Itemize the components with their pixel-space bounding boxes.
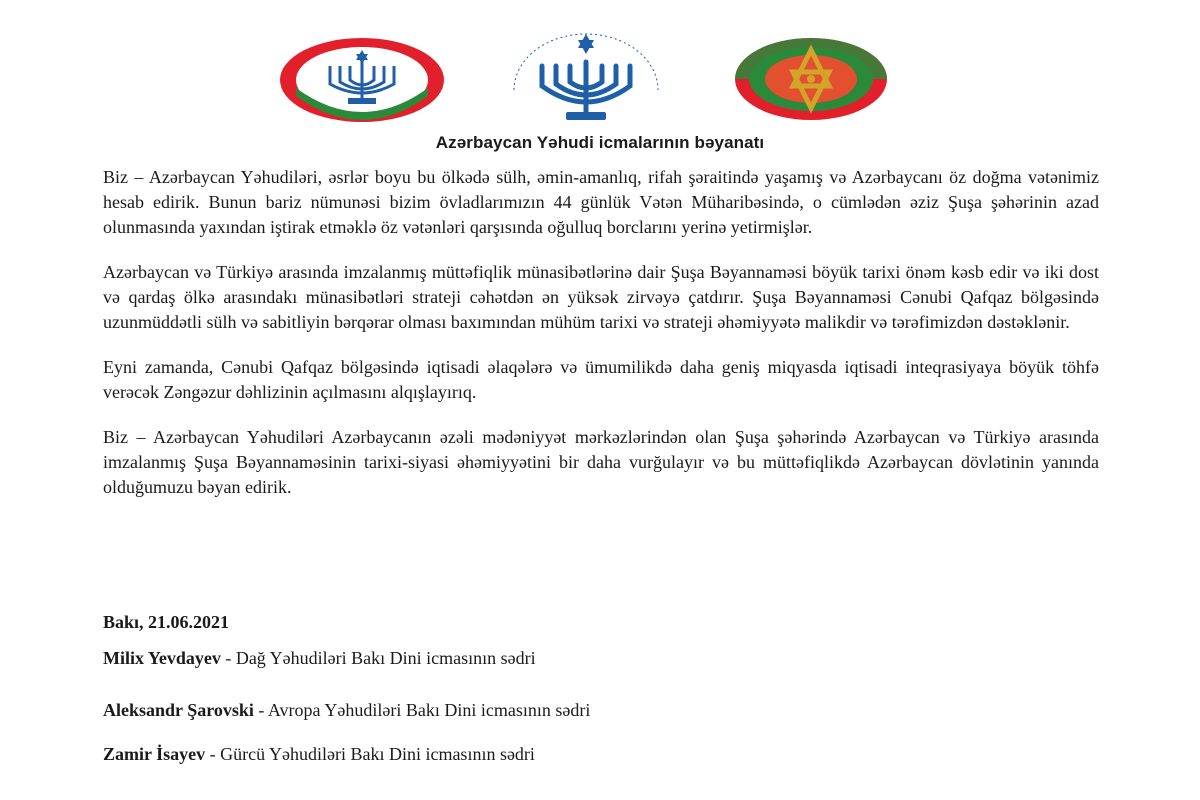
signature-line (103, 700, 590, 721)
community-logo-menorah-blue (500, 30, 672, 126)
signature-line (103, 744, 535, 765)
signatory-role: - Dağ Yəhudiləri Bakı Dini icmasının sədri (220, 648, 536, 668)
statement-title: Azərbaycan Yəhudi icmalarının bəyanatı (435, 133, 765, 152)
community-logo-menorah-red (278, 36, 446, 124)
paragraph: Azərbaycan və Türkiyə arasında imzalanmış müttəfiqlik münasibətlərinə dair Şuşa Bəyannaməsi böyük tarixi önəm kəsb edir və iki dost və qardaş ölkə arasındakı münasibətləri strateji cəhətdən ən yüksək zirvəyə çatdırır. Şuşa Bəyannaməsi Cənubi Qafqaz bölgəsində uzunmüddətli sülh və sabitliyin bərqərar olması baxımından mühüm tarixi və strateji əhəmiyyətə malikdir və tərəfimizdən dəstəklənir. (103, 262, 1099, 332)
paragraph: Biz – Azərbaycan Yəhudiləri Azərbaycanın əzəli mədəniyyət mərkəzlərindən olan Şuşa şəhərində Azərbaycan və Türkiyə arasında imzalanmış Şuşa Bəyannaməsinin tarixi-siyasi əhəmiyyətini bir daha vurğulayır və bu müttəfiqlikdə Azərbaycan dövlətinin yanında olduğumuzu bəyan edirik. (103, 427, 1099, 497)
signatory-role: - Gürcü Yəhudiləri Bakı Dini icmasının sədri (205, 744, 535, 764)
signatory-name: Aleksandr Şarovski (103, 700, 254, 720)
statement-body (103, 165, 1099, 520)
signature-line (103, 648, 536, 669)
signatory-name: Zamir İsayev (103, 744, 206, 764)
paragraph: Biz – Azərbaycan Yəhudiləri, əsrlər boyu bu ölkədə sülh, əmin-amanlıq, rifah şəraitində yaşamış və Azərbaycanı öz doğma vətənimiz hesab edirik. Bunun bariz nümunəsi bizim övladlarımızın 44 günlük Vətən Müharibəsində, o cümlədən əziz Şuşa şəhərinin azad olunmasında yaxından iştirak etməklə öz vətənləri qarşısında oğulluq borclarını yerinə yetirmişlər. (103, 167, 1099, 237)
signatory-role: - Avropa Yəhudiləri Bakı Dini icmasının sədri (253, 700, 591, 720)
community-logo-star-flag (733, 36, 889, 122)
statement-date: Bakı, 21.06.2021 (103, 612, 230, 632)
logos-row (0, 30, 1200, 120)
paragraph: Eyni zamanda, Cənubi Qafqaz bölgəsində iqtisadi əlaqələrə və ümumilikdə daha geniş miqyasda iqtisadi inteqrasiyaya böyük töhfə verəcək Zəngəzur dəhlizinin açılmasını alqışlayırıq. (103, 357, 1099, 402)
signatory-name: Milix Yevdayev (103, 648, 221, 668)
